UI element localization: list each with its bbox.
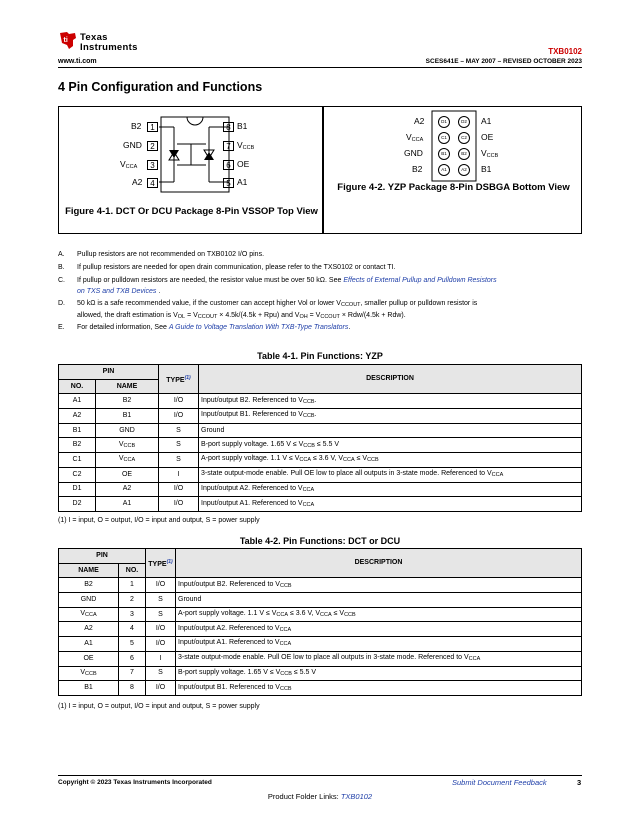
pin-number-4: 4: [147, 178, 158, 188]
header-name: NAME: [96, 379, 159, 394]
ball-label-b1: B1: [481, 164, 492, 174]
no-cell: C2: [59, 467, 96, 482]
table-row: [59, 681, 582, 696]
revision-text: SCES641E – MAY 2007 – REVISED OCTOBER 2023: [425, 58, 582, 65]
pin-number-5: 5: [223, 178, 234, 188]
ball-c1: C1: [438, 132, 450, 144]
no-cell: C1: [59, 453, 96, 468]
ball-a2: A2: [458, 164, 470, 176]
pin-label-a2: A2: [132, 177, 143, 187]
table-pin-functions-yzp: [58, 364, 582, 512]
table-row: [59, 497, 582, 512]
header-no: NO.: [59, 379, 96, 394]
table1-footnote: (1) I = input, O = output, I/O = input and output, S = power supply: [58, 517, 260, 524]
table-pin-functions-dct-dcu: [58, 548, 582, 696]
table-row: [59, 593, 582, 608]
name-cell: GND: [96, 423, 159, 438]
no-cell: D2: [59, 497, 96, 512]
product-folder-link[interactable]: TXB0102: [340, 792, 373, 801]
name-cell: A2: [96, 482, 159, 497]
ball-b1: B1: [438, 148, 450, 160]
pin-number-2: 2: [147, 141, 158, 151]
name-cell: OE: [96, 467, 159, 482]
table-row: [59, 622, 582, 637]
ball-label-b2: B2: [412, 164, 423, 174]
description-cell: B-port supply voltage. 1.65 V ≤ VCCB ≤ 5.5 V: [176, 666, 582, 681]
pin-number-1: 1: [147, 122, 158, 132]
page-number: 3: [577, 778, 582, 787]
table-row: [59, 578, 582, 593]
brand-name-line2: Instruments: [80, 42, 138, 53]
table2-footnote: (1) I = input, O = output, I/O = input and output, S = power supply: [58, 703, 260, 710]
svg-text:ti: ti: [63, 37, 68, 44]
ball-label-oe: OE: [481, 132, 494, 142]
type-cell: S: [159, 438, 199, 453]
description-cell: B-port supply voltage. 1.65 V ≤ VCCB ≤ 5.5 V: [199, 438, 582, 453]
pin-label-b2: B2: [131, 121, 142, 131]
section-title: 4 Pin Configuration and Functions: [58, 80, 263, 94]
type-cell: S: [146, 593, 176, 608]
description-cell: 3-state output-mode enable. Pull OE low to place all outputs in 3-state mode. Referenced to VCCA: [176, 651, 582, 666]
ball-a1: A1: [438, 164, 450, 176]
name-cell: VCCB: [59, 666, 119, 681]
ball-label-a2: A2: [414, 116, 425, 126]
name-cell: B2: [59, 578, 119, 593]
type-cell: I/O: [146, 622, 176, 637]
header-pin: PIN: [59, 365, 159, 380]
header-divider: [58, 67, 582, 68]
table2-caption: Table 4-2. Pin Functions: DCT or DCU: [239, 536, 401, 546]
copyright-text: Copyright © 2023 Texas Instruments Incorporated: [58, 779, 212, 786]
type-cell: I: [146, 651, 176, 666]
pin-label-vccb: VCCB: [237, 140, 255, 151]
no-cell: B2: [59, 438, 96, 453]
no-cell: 6: [119, 651, 146, 666]
type-cell: I: [159, 467, 199, 482]
figure-caption: Figure 4-1. DCT Or DCU Package 8-Pin VSSOP Top View: [65, 206, 318, 217]
pin-label-b1: B1: [237, 121, 248, 131]
name-cell: A2: [59, 622, 119, 637]
description-cell: 3-state output-mode enable. Pull OE low to place all outputs in 3-state mode. Referenced to VCCA: [199, 467, 582, 482]
name-cell: A1: [96, 497, 159, 512]
figure-caption: Figure 4-2. YZP Package 8-Pin DSBGA Bottom View: [337, 182, 570, 193]
no-cell: A2: [59, 409, 96, 424]
ball-label-gnd: GND: [404, 148, 423, 158]
pin-label-vcca: VCCA: [120, 159, 138, 170]
pin-label-oe: OE: [237, 159, 250, 169]
pin-label-a1: A1: [237, 177, 248, 187]
link-txs-txb-devices[interactable]: on TXS and TXB Devices: [77, 288, 157, 295]
table-row: [59, 394, 582, 409]
figure-dsbga: [323, 106, 582, 234]
header-description: DESCRIPTION: [199, 365, 582, 394]
pin-number-6: 6: [223, 160, 234, 170]
table-row: [59, 453, 582, 468]
table-row: [59, 438, 582, 453]
type-cell: I/O: [159, 497, 199, 512]
submit-feedback-link[interactable]: Submit Document Feedback: [452, 778, 547, 787]
description-cell: Ground: [199, 423, 582, 438]
description-cell: A-port supply voltage. 1.1 V ≤ VCCA ≤ 3.6 V, VCCA ≤ VCCB: [176, 607, 582, 622]
table-row: [59, 409, 582, 424]
link-voltage-translation-guide[interactable]: A Guide to Voltage Translation With TXB-Type Translators: [168, 324, 349, 331]
ball-label-a1: A1: [481, 116, 492, 126]
type-cell: I/O: [159, 394, 199, 409]
type-cell: S: [146, 607, 176, 622]
name-cell: VCCA: [59, 607, 119, 622]
ti-logo-icon: [58, 30, 78, 50]
name-cell: B1: [96, 409, 159, 424]
header-no: NO.: [119, 563, 146, 578]
table-row: [59, 666, 582, 681]
note-b: B. If pullup resistors are needed for open drain communication, please refer to the TXS0102 or contact TI.: [58, 264, 396, 271]
name-cell: VCCA: [96, 453, 159, 468]
ball-d2: D2: [458, 116, 470, 128]
no-cell: 7: [119, 666, 146, 681]
dsbga-package-diagram: [324, 107, 583, 182]
note-d: D. 50 kΩ is a safe recommended value, if the customer can accept higher Vol or lower VCCOUT, smaller pullup or pulldown resistor is: [58, 300, 478, 308]
type-cell: S: [159, 423, 199, 438]
name-cell: VCCB: [96, 438, 159, 453]
type-cell: I/O: [159, 409, 199, 424]
note-a: A. Pullup resistors are not recommended on TXB0102 I/O pins.: [58, 251, 265, 258]
no-cell: A1: [59, 394, 96, 409]
brand-name-line1: Texas: [80, 32, 108, 43]
description-cell: Input/output B1. Referenced to VCCB.: [199, 409, 582, 424]
ball-label-vcca: VCCA: [406, 132, 424, 143]
header-pin: PIN: [59, 549, 146, 564]
header-type: TYPE$^{(1)}$: [159, 365, 199, 394]
type-cell: S: [159, 453, 199, 468]
ball-c2: C2: [458, 132, 470, 144]
description-cell: Input/output A2. Referenced to VCCA: [176, 622, 582, 637]
pin-number-3: 3: [147, 160, 158, 170]
no-cell: B1: [59, 423, 96, 438]
vssop-package-diagram: [59, 107, 324, 202]
note-d-cont: allowed, the draft estimation is VOL = VCCOUT × 4.5k/(4.5k + Rpu) and VOH = VCCOUT × Rdw/(4.5k + Rdw).: [77, 312, 406, 320]
footer-divider: [58, 775, 582, 776]
pin-label-gnd: GND: [123, 140, 142, 150]
no-cell: 8: [119, 681, 146, 696]
pin-number-8: 8: [223, 122, 234, 132]
description-cell: Ground: [176, 593, 582, 608]
table-row: [59, 423, 582, 438]
type-cell: I/O: [159, 482, 199, 497]
table-row: [59, 637, 582, 652]
note-c-cont: on TXS and TXB Devices .: [77, 288, 161, 295]
no-cell: 3: [119, 607, 146, 622]
header-name: NAME: [59, 563, 119, 578]
no-cell: 5: [119, 637, 146, 652]
description-cell: A-port supply voltage. 1.1 V ≤ VCCA ≤ 3.6 V, VCCA ≤ VCCB: [199, 453, 582, 468]
table-row: [59, 482, 582, 497]
name-cell: B1: [59, 681, 119, 696]
note-e: E. For detailed information, See A Guide to Voltage Translation With TXB-Type Translators.: [58, 324, 351, 331]
no-cell: 2: [119, 593, 146, 608]
type-cell: S: [146, 666, 176, 681]
table-row: [59, 467, 582, 482]
description-cell: Input/output B2. Referenced to VCCB: [176, 578, 582, 593]
name-cell: B2: [96, 394, 159, 409]
description-cell: Input/output B1. Referenced to VCCB: [176, 681, 582, 696]
description-cell: Input/output A2. Referenced to VCCA: [199, 482, 582, 497]
name-cell: GND: [59, 593, 119, 608]
figure-vssop: [58, 106, 323, 234]
note-c: C. If pullup or pulldown resistors are needed, the resistor value must be over 50 kΩ. See Effects of External Pullup and Pulldown Resistors: [58, 277, 497, 284]
header-type: TYPE$^{(1)}$: [146, 549, 176, 578]
type-cell: I/O: [146, 578, 176, 593]
name-cell: A1: [59, 637, 119, 652]
ball-label-vccb: VCCB: [481, 148, 499, 159]
pin-number-7: 7: [223, 141, 234, 151]
table1-caption: Table 4-1. Pin Functions: YZP: [257, 351, 383, 361]
product-folder-links: Product Folder Links: TXB0102: [267, 792, 373, 801]
description-cell: Input/output B2. Referenced to VCCB.: [199, 394, 582, 409]
table-row: [59, 651, 582, 666]
no-cell: 4: [119, 622, 146, 637]
ball-b2: B2: [458, 148, 470, 160]
table-row: [59, 607, 582, 622]
description-cell: Input/output A1. Referenced to VCCA: [199, 497, 582, 512]
type-cell: I/O: [146, 681, 176, 696]
link-pullup-effects[interactable]: Effects of External Pullup and Pulldown Resistors: [343, 277, 497, 284]
type-cell: I/O: [146, 637, 176, 652]
description-cell: Input/output A1. Referenced to VCCA: [176, 637, 582, 652]
ball-d1: D1: [438, 116, 450, 128]
name-cell: OE: [59, 651, 119, 666]
no-cell: D1: [59, 482, 96, 497]
site-url[interactable]: www.ti.com: [58, 58, 97, 65]
header-description: DESCRIPTION: [176, 549, 582, 578]
no-cell: 1: [119, 578, 146, 593]
part-number[interactable]: TXB0102: [548, 47, 582, 56]
